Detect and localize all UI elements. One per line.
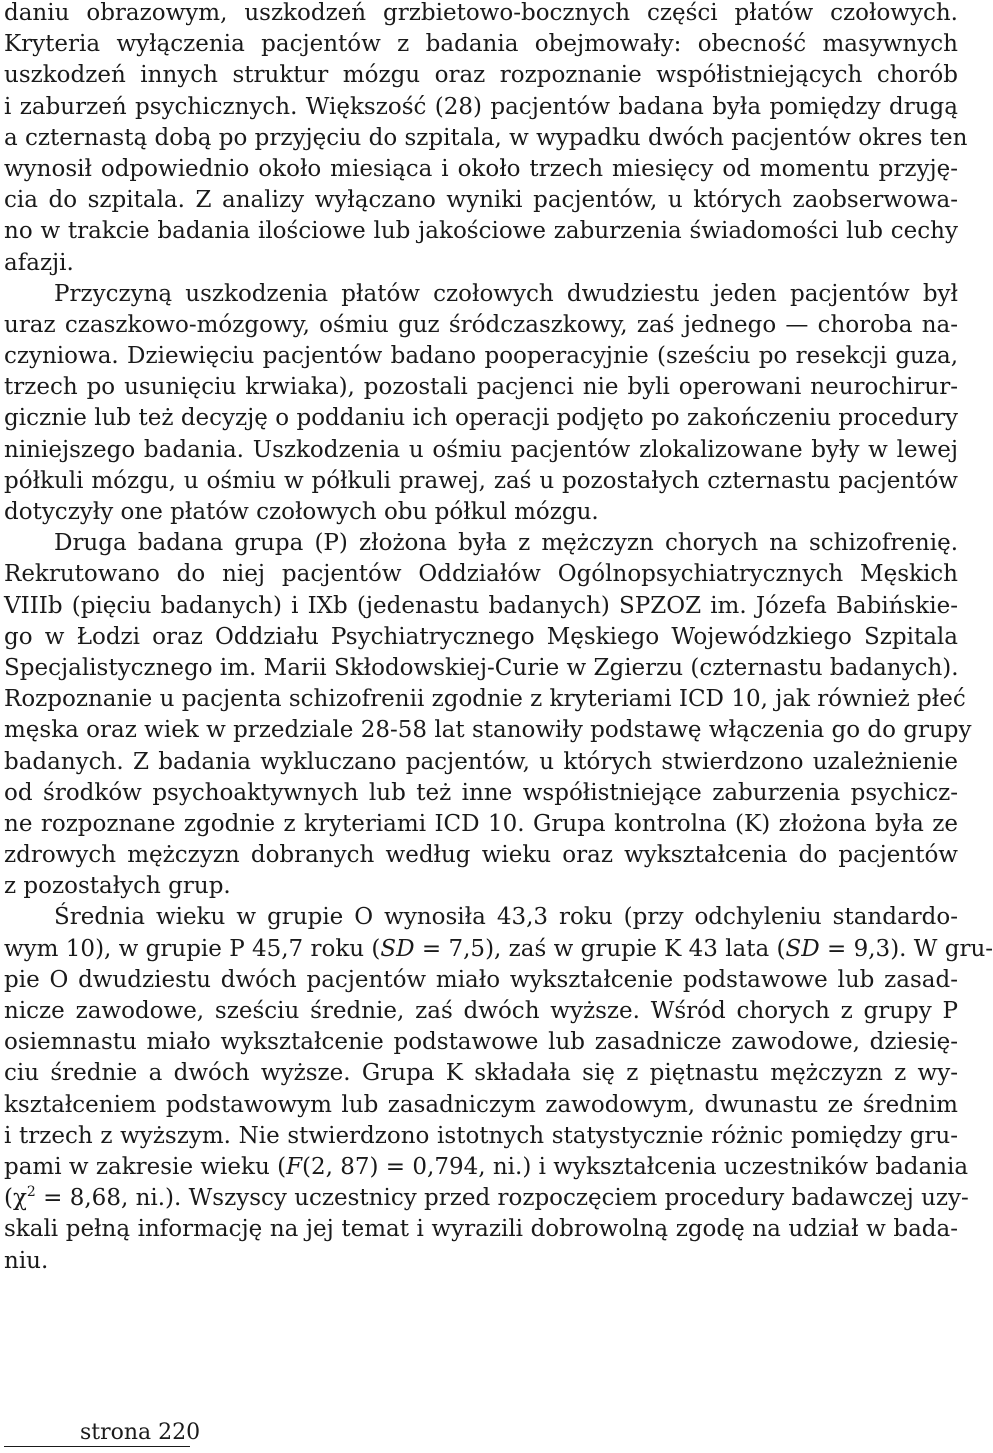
text-line: Druga badana grupa (P) złożona była z mężczyzn chorych na schizofrenię. — [54, 530, 958, 557]
text-line: zdrowych mężczyzn dobranych według wieku oraz wykształcenia do pacjentów — [4, 842, 958, 869]
footer-rule — [4, 1446, 190, 1447]
text-line: Kryteria wyłączenia pacjentów z badania obejmowały: obecność masywnych — [4, 31, 958, 58]
text-line: a czternastą dobą po przyjęciu do szpitala, w wypadku dwóch pacjentów okres ten — [4, 124, 968, 151]
chi-symbol: (χ — [4, 1185, 27, 1212]
text-line: ne rozpoznane zgodnie z kryteriami ICD 10. Grupa kontrolna (K) złożona była ze — [4, 810, 958, 837]
page-number: strona 220 — [80, 1420, 201, 1445]
text-line: daniu obrazowym, uszkodzeń grzbietowo-bocznych części płatów czołowych. — [4, 0, 958, 26]
text-line: i zaburzeń psychicznych. Większość (28) pacjentów badana była pomiędzy drugą — [4, 93, 958, 120]
text-line: osiemnastu miało wykształcenie podstawowe lub zasadnicze zawodowe, dziesię- — [4, 1029, 958, 1056]
sd-symbol: SD — [380, 935, 415, 962]
text-line: uraz czaszkowo-mózgowy, ośmiu guz śródczaszkowy, zaś jednego — choroba na- — [4, 311, 958, 338]
text-line: no w trakcie badania ilościowe lub jakościowe zaburzenia świadomości lub cechy — [4, 218, 958, 245]
text-line: Średnia wieku w grupie O wynosiła 43,3 roku (przy odchyleniu standardo- — [54, 904, 958, 931]
text-run: wym 10), w grupie P 45,7 roku ( — [4, 935, 381, 962]
text-line: VIIIb (pięciu badanych) i IXb (jedenastu badanych) SPZOZ im. Józefa Babińskie- — [4, 592, 958, 619]
text-run: pami w zakresie wieku ( — [4, 1153, 287, 1180]
text-run: = 8,68, ni.). Wszyscy uczestnicy przed rozpoczęciem procedury badawczej uzy- — [35, 1185, 969, 1212]
text-line: gicznie lub też decyzję o poddaniu ich operacji podjęto po zakończeniu procedury — [4, 405, 958, 432]
text-run: = 9,3). W gru- — [819, 935, 993, 962]
text-line: afazji. — [4, 249, 74, 276]
text-line: kształceniem podstawowym lub zasadniczym zawodowym, dwunastu ze średnim — [4, 1091, 958, 1118]
text-line: od środków psychoaktywnych lub też inne współistniejące zaburzenia psychicz- — [4, 779, 958, 806]
text-run: = 7,5), zaś w grupie K 43 lata ( — [414, 935, 786, 962]
text-line: i trzech z wyższym. Nie stwierdzono istotnych statystycznie różnic pomiędzy gru- — [4, 1122, 958, 1149]
text-line — [4, 1152, 969, 1183]
chi-exponent: 2 — [26, 1184, 36, 1201]
sd-symbol: SD — [785, 935, 820, 962]
text-line: nicze zawodowe, sześciu średnie, zaś dwóch wyższe. Wśród chorych z grupy P — [4, 998, 958, 1024]
text-line: Rekrutowano do niej pacjentów Oddziałów Ogólnopsychiatrycznych Męskich — [4, 561, 958, 588]
text-line: półkuli mózgu, u ośmiu w półkuli prawej, zaś u pozostałych czternastu pacjentów — [4, 467, 958, 494]
text-line: pie O dwudziestu dwóch pacjentów miało wykształcenie podstawowe lub zasad- — [4, 966, 958, 993]
text-line: wynosił odpowiednio około miesiąca i około trzech miesięcy od momentu przyję- — [4, 155, 958, 182]
text-line: uszkodzeń innych struktur mózgu oraz rozpoznanie współistniejących chorób — [4, 62, 958, 89]
text-line: dotyczyły one płatów czołowych obu półkul mózgu. — [4, 499, 599, 525]
text-line: Rozpoznanie u pacjenta schizofrenii zgodnie z kryteriami ICD 10, jak również płeć — [4, 686, 966, 713]
text-line: męska oraz wiek w przedziale 28-58 lat stanowiły podstawę włączenia go do grupy — [4, 717, 972, 744]
text-line — [4, 1183, 969, 1214]
text-line: czyniowa. Dziewięciu pacjentów badano pooperacyjnie (sześciu po resekcji guza, — [4, 343, 958, 370]
text-line: trzech po usunięciu krwiaka), pozostali pacjenci nie byli operowani neurochirur- — [4, 374, 958, 401]
text-line: cia do szpitala. Z analizy wyłączano wyniki pacjentów, u których zaobserwowa- — [4, 187, 958, 214]
f-statistic-symbol: F — [286, 1153, 303, 1180]
text-run: (2, 87) = 0,794, ni.) i wykształcenia uczestników badania — [302, 1153, 969, 1180]
text-line — [4, 934, 993, 965]
text-line: Przyczyną uszkodzenia płatów czołowych dwudziestu jeden pacjentów był — [54, 280, 958, 307]
text-line: z pozostałych grup. — [4, 873, 231, 900]
text-line: skali pełną informację na jej temat i wyrazili dobrowolną zgodę na udział w bada- — [4, 1216, 958, 1243]
text-line: badanych. Z badania wykluczano pacjentów, u których stwierdzono uzależnienie — [4, 748, 958, 775]
text-line: niniejszego badania. Uszkodzenia u ośmiu pacjentów zlokalizowane były w lewej — [4, 436, 958, 463]
text-line: niu. — [4, 1247, 49, 1274]
text-line: go w Łodzi oraz Oddziału Psychiatrycznego Męskiego Wojewódzkiego Szpitala — [4, 623, 958, 650]
body-text — [4, 0, 993, 1277]
text-line: ciu średnie a dwóch wyższe. Grupa K składała się z piętnastu mężczyzn z wy- — [4, 1060, 958, 1087]
text-line: Specjalistycznego im. Marii Skłodowskiej-Curie w Zgierzu (czternastu badanych). — [4, 654, 959, 681]
